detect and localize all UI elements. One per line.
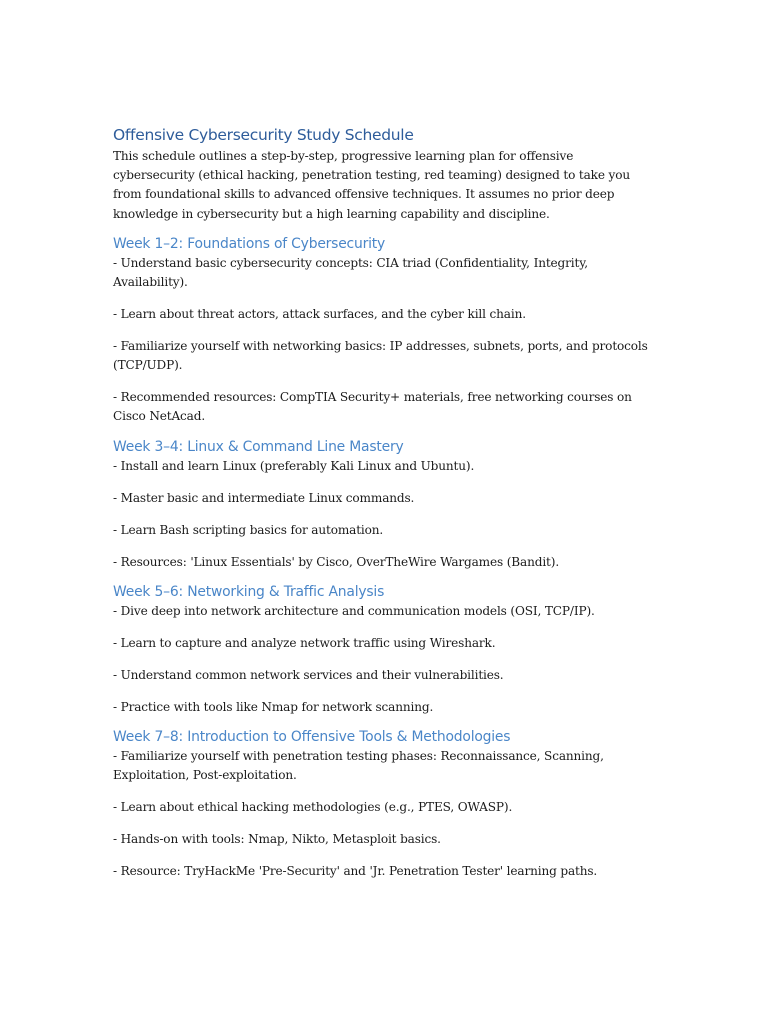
list-item: - Learn Bash scripting basics for automation. [113,522,384,537]
intro-paragraph: This schedule outlines a step-by-step, progressive learning plan for offensive cybersecurity (ethical hacking, penetration testing, red teaming) designed to take you from foundational skills to advanced offensive techniques. It assumes no prior deep knowledge in cybersecurity but a high learning capability and discipline. [113,149,630,221]
section-items [113,254,658,427]
list-item: - Practice with tools like Nmap for network scanning. [113,699,434,714]
section-week-7-8 [113,727,658,881]
section-week-5-6 [113,582,658,717]
list-item: - Hands-on with tools: Nmap, Nikto, Metasploit basics. [113,832,441,847]
section-items [113,602,658,717]
list-item: - Dive deep into network architecture and communication models (OSI, TCP/IP). [113,603,595,618]
list-item: - Resources: 'Linux Essentials' by Cisco, OverTheWire Wargames (Bandit). [113,554,560,569]
section-heading: Week 3–4: Linux & Command Line Mastery [113,438,404,455]
list-item: - Learn to capture and analyze network traffic using Wireshark. [113,635,496,650]
section-heading: Week 7–8: Introduction to Offensive Tools & Methodologies [113,729,511,746]
list-item: - Master basic and intermediate Linux commands. [113,490,415,505]
list-item: - Recommended resources: CompTIA Security+ materials, free networking courses on Cisco NetAcad. [113,390,632,424]
list-item: - Learn about ethical hacking methodologies (e.g., PTES, OWASP). [113,800,513,815]
section-heading: Week 5–6: Networking & Traffic Analysis [113,583,385,600]
document-title: Offensive Cybersecurity Study Schedule [113,126,414,144]
list-item: - Install and learn Linux (preferably Kali Linux and Ubuntu). [113,458,475,473]
list-item: - Familiarize yourself with networking basics: IP addresses, subnets, ports, and protocols (TCP/UDP). [113,339,648,373]
list-item: - Understand basic cybersecurity concepts: CIA triad (Confidentiality, Integrity, Availability). [113,255,588,290]
section-items [113,457,658,572]
list-item: - Familiarize yourself with penetration testing phases: Reconnaissance, Scanning, Exploitation, Post-exploitation. [113,749,604,783]
section-heading: Week 1–2: Foundations of Cybersecurity [113,235,386,252]
list-item: - Resource: TryHackMe 'Pre-Security' and 'Jr. Penetration Tester' learning paths. [113,864,598,879]
list-item: - Understand common network services and their vulnerabilities. [113,667,504,682]
document-page [113,124,658,881]
section-week-1-2 [113,234,658,427]
section-week-3-4 [113,437,658,572]
section-items [113,747,658,881]
list-item: - Learn about threat actors, attack surfaces, and the cyber kill chain. [113,307,526,322]
